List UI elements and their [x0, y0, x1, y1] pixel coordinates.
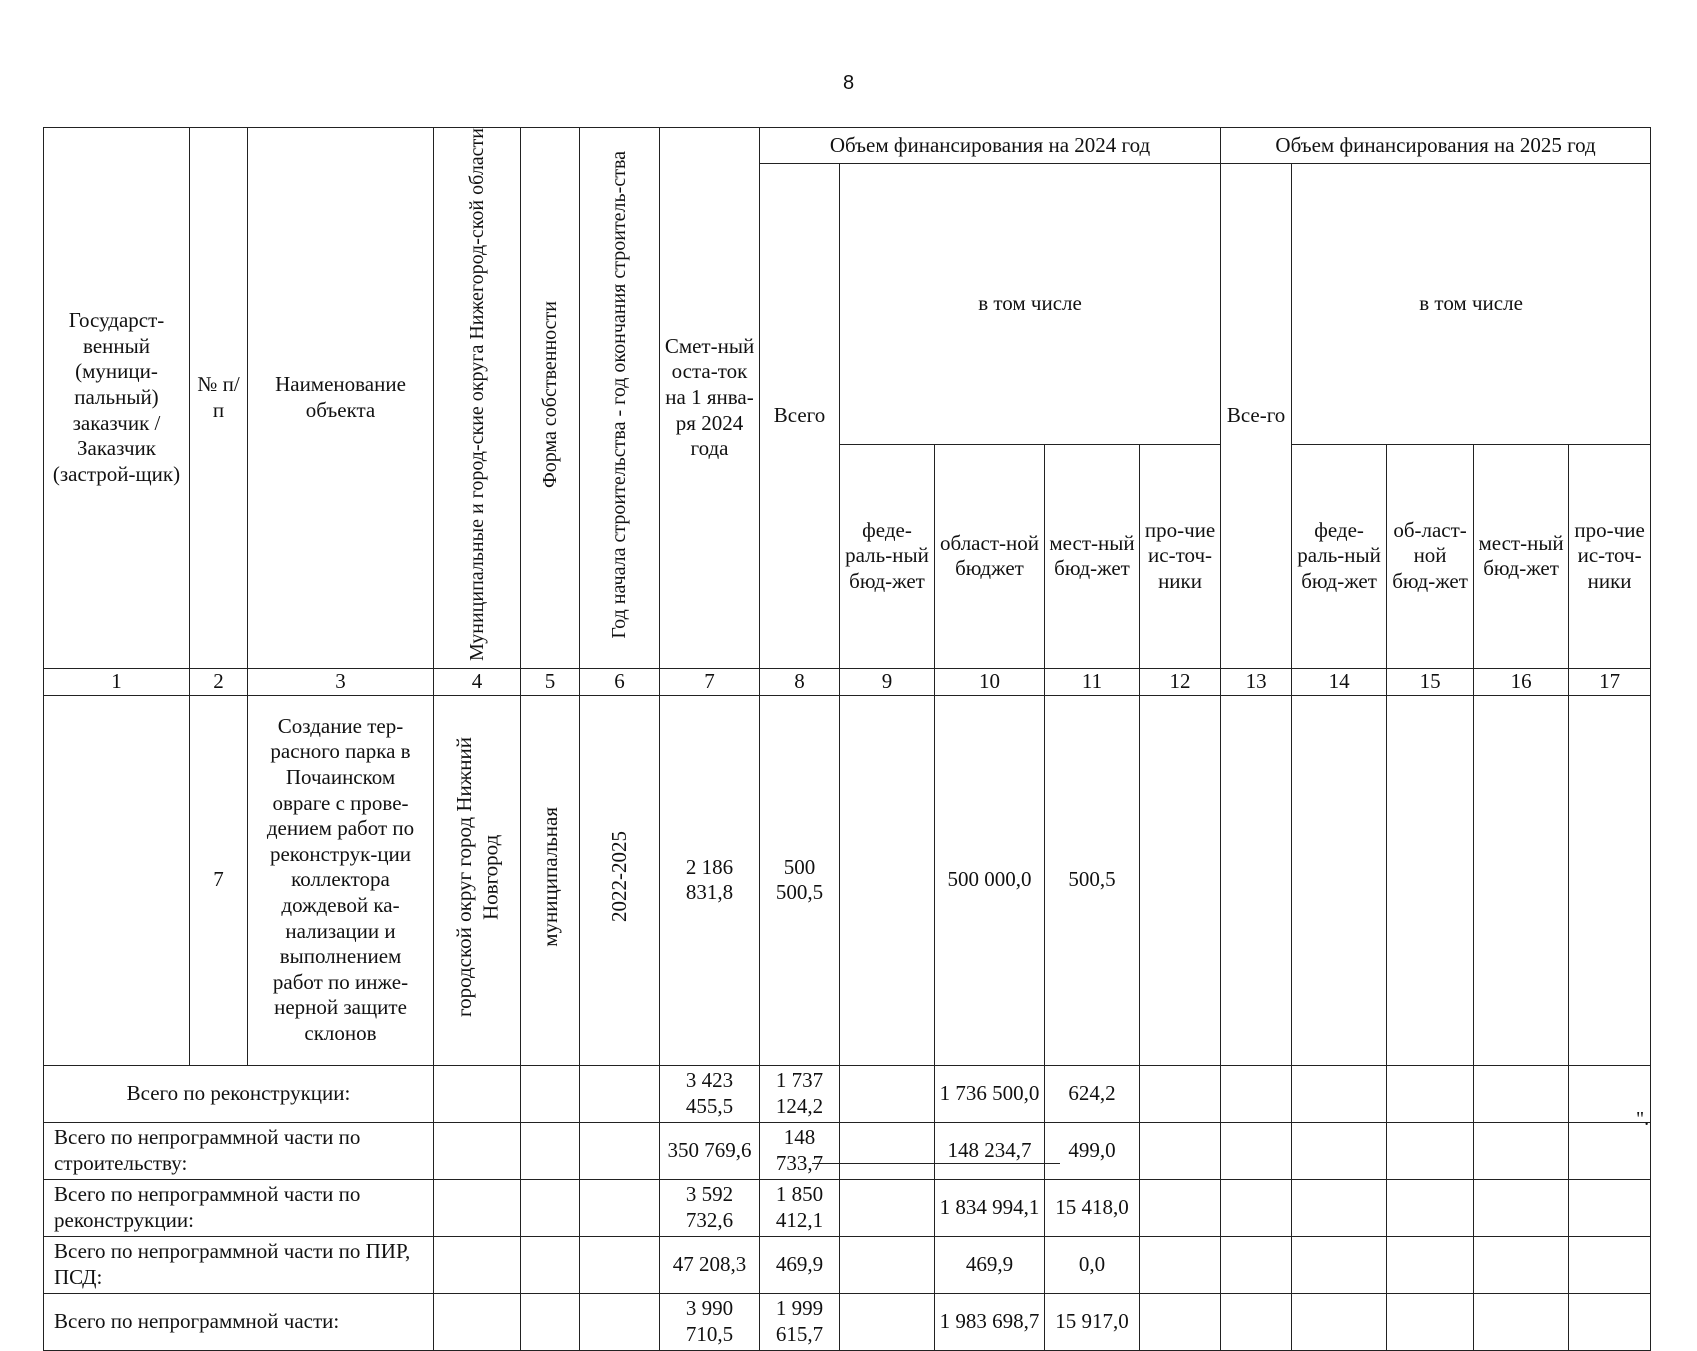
summary-label: Всего по непрограммной части по реконструкции:	[44, 1179, 434, 1236]
column-number: 12	[1140, 668, 1221, 695]
item-local-2025	[1474, 695, 1569, 1065]
header-customer: Государст-венный (муници-пальный) заказчик / Заказчик (застрой-щик)	[44, 128, 190, 669]
column-number: 8	[760, 668, 840, 695]
summary-local-2024: 15 418,0	[1045, 1179, 1140, 1236]
empty-cell	[434, 1122, 521, 1179]
summary-label: Всего по непрограммной части:	[44, 1293, 434, 1350]
empty-cell	[1140, 1236, 1221, 1293]
footer-rule	[812, 1163, 1060, 1164]
item-regional-2025	[1387, 695, 1474, 1065]
empty-cell	[434, 1065, 521, 1122]
item-federal-2025	[1292, 695, 1387, 1065]
item-years: 2022-2025	[607, 831, 632, 923]
column-number: 6	[580, 668, 660, 695]
empty-cell	[1221, 1236, 1292, 1293]
item-municipality-cell	[434, 695, 521, 1065]
empty-cell	[840, 1293, 935, 1350]
header-federal-2024: феде-раль-ный бюд-жет	[840, 444, 935, 668]
summary-total-2024: 148 733,7	[760, 1122, 840, 1179]
empty-cell	[1387, 1293, 1474, 1350]
empty-cell	[1221, 1122, 1292, 1179]
empty-cell	[1292, 1179, 1387, 1236]
column-number: 13	[1221, 668, 1292, 695]
empty-cell	[1221, 1065, 1292, 1122]
empty-cell	[1569, 1293, 1651, 1350]
item-ownership: муниципальная	[537, 806, 562, 947]
summary-total-2024: 469,9	[760, 1236, 840, 1293]
empty-cell	[1221, 1293, 1292, 1350]
column-number: 14	[1292, 668, 1387, 695]
summary-regional-2024: 1 983 698,7	[935, 1293, 1045, 1350]
summary-row	[44, 1065, 1651, 1122]
summary-local-2024: 0,0	[1045, 1236, 1140, 1293]
item-name: Создание тер-расного парка в Почаинском овраге с прове-дением работ по реконструк-ции коллектора дождевой ка-нализации и выполнением работ по инже-нерной защите склонов	[248, 695, 434, 1065]
empty-cell	[840, 1065, 935, 1122]
summary-remainder: 47 208,3	[660, 1236, 760, 1293]
summary-remainder: 350 769,6	[660, 1122, 760, 1179]
item-regional-2024: 500 000,0	[935, 695, 1045, 1065]
closing-quote: ".	[1636, 1108, 1650, 1130]
header-years-cell	[580, 128, 660, 669]
header-regional-2025: об-ласт-ной бюд-жет	[1387, 444, 1474, 668]
empty-cell	[1474, 1122, 1569, 1179]
empty-cell	[1140, 1065, 1221, 1122]
summary-local-2024: 15 917,0	[1045, 1293, 1140, 1350]
summary-remainder: 3 990 710,5	[660, 1293, 760, 1350]
empty-cell	[580, 1065, 660, 1122]
empty-cell	[1292, 1236, 1387, 1293]
page-number: 8	[842, 72, 855, 94]
empty-cell	[580, 1122, 660, 1179]
column-number: 9	[840, 668, 935, 695]
empty-cell	[1569, 1236, 1651, 1293]
header-number: № п/п	[190, 128, 248, 669]
summary-row	[44, 1293, 1651, 1350]
item-total-2025	[1221, 695, 1292, 1065]
column-number: 16	[1474, 668, 1569, 695]
empty-cell	[580, 1293, 660, 1350]
empty-cell	[1387, 1236, 1474, 1293]
summary-label: Всего по реконструкции:	[44, 1065, 434, 1122]
empty-cell	[1140, 1179, 1221, 1236]
empty-cell	[1569, 1179, 1651, 1236]
column-number: 7	[660, 668, 760, 695]
empty-cell	[1387, 1065, 1474, 1122]
item-other-2025	[1569, 695, 1651, 1065]
column-number: 15	[1387, 668, 1474, 695]
column-number: 1	[44, 668, 190, 695]
item-ownership-cell	[521, 695, 580, 1065]
header-remainder: Смет-ный оста-ток на 1 янва-ря 2024 года	[660, 128, 760, 669]
header-ownership-cell	[521, 128, 580, 669]
object-row	[44, 695, 1651, 1065]
summary-regional-2024: 1 736 500,0	[935, 1065, 1045, 1122]
header-total-2025: Все-го	[1221, 164, 1292, 669]
empty-cell	[580, 1236, 660, 1293]
empty-cell	[840, 1122, 935, 1179]
header-including-2025: в том числе	[1292, 164, 1651, 445]
header-local-2025: мест-ный бюд-жет	[1474, 444, 1569, 668]
summary-regional-2024: 148 234,7	[935, 1122, 1045, 1179]
summary-regional-2024: 1 834 994,1	[935, 1179, 1045, 1236]
summary-remainder: 3 423 455,5	[660, 1065, 760, 1122]
header-years: Год начала строительства - год окончания строитель-ства	[608, 150, 630, 639]
summary-row	[44, 1122, 1651, 1179]
summary-local-2024: 499,0	[1045, 1122, 1140, 1179]
empty-cell	[1221, 1179, 1292, 1236]
empty-cell	[1292, 1293, 1387, 1350]
summary-row	[44, 1236, 1651, 1293]
empty-cell	[434, 1179, 521, 1236]
header-financing-2024: Объем финансирования на 2024 год	[760, 128, 1221, 164]
item-total-2024: 500 500,5	[760, 695, 840, 1065]
summary-total-2024: 1 737 124,2	[760, 1065, 840, 1122]
header-federal-2025: феде-раль-ный бюд-жет	[1292, 444, 1387, 668]
empty-cell	[521, 1179, 580, 1236]
item-other-2024	[1140, 695, 1221, 1065]
empty-cell	[1140, 1122, 1221, 1179]
empty-cell	[1474, 1065, 1569, 1122]
header-municipality-cell	[434, 128, 521, 669]
item-number: 7	[190, 695, 248, 1065]
header-including-2024: в том числе	[840, 164, 1221, 445]
empty-cell	[521, 1065, 580, 1122]
financing-table	[43, 127, 1651, 1351]
summary-regional-2024: 469,9	[935, 1236, 1045, 1293]
summary-total-2024: 1 850 412,1	[760, 1179, 840, 1236]
column-number: 17	[1569, 668, 1651, 695]
empty-cell	[1474, 1179, 1569, 1236]
empty-cell	[521, 1122, 580, 1179]
summary-row	[44, 1179, 1651, 1236]
summary-total-2024: 1 999 615,7	[760, 1293, 840, 1350]
empty-cell	[434, 1293, 521, 1350]
header-ownership: Форма собственности	[538, 301, 561, 489]
empty-cell	[1292, 1065, 1387, 1122]
column-number: 4	[434, 668, 521, 695]
column-number: 10	[935, 668, 1045, 695]
column-number: 2	[190, 668, 248, 695]
summary-label: Всего по непрограммной части по ПИР, ПСД:	[44, 1236, 434, 1293]
empty-cell	[840, 1236, 935, 1293]
cell-customer	[44, 695, 190, 1065]
header-regional-2024: област-ной бюджет	[935, 444, 1045, 668]
empty-cell	[434, 1236, 521, 1293]
item-municipality: городской округ город Нижний Новгород	[451, 736, 502, 1017]
header-municipality: Муниципальные и город-ские округа Нижегород-ской области	[465, 128, 488, 662]
empty-cell	[521, 1293, 580, 1350]
empty-cell	[1387, 1122, 1474, 1179]
empty-cell	[840, 1179, 935, 1236]
header-financing-2025: Объем финансирования на 2025 год	[1221, 128, 1651, 164]
item-federal-2024	[840, 695, 935, 1065]
summary-remainder: 3 592 732,6	[660, 1179, 760, 1236]
empty-cell	[1474, 1236, 1569, 1293]
header-other-2024: про-чие ис-точ-ники	[1140, 444, 1221, 668]
item-local-2024: 500,5	[1045, 695, 1140, 1065]
column-number: 3	[248, 668, 434, 695]
header-object-name: Наименование объекта	[248, 128, 434, 669]
empty-cell	[1140, 1293, 1221, 1350]
column-number: 5	[521, 668, 580, 695]
header-local-2024: мест-ный бюд-жет	[1045, 444, 1140, 668]
empty-cell	[580, 1179, 660, 1236]
header-other-2025: про-чие ис-точ-ники	[1569, 444, 1651, 668]
item-years-cell	[580, 695, 660, 1065]
empty-cell	[1292, 1122, 1387, 1179]
column-number: 11	[1045, 668, 1140, 695]
empty-cell	[1387, 1179, 1474, 1236]
empty-cell	[1474, 1293, 1569, 1350]
summary-label: Всего по непрограммной части по строительству:	[44, 1122, 434, 1179]
column-number-row	[44, 668, 1651, 695]
item-remainder: 2 186 831,8	[660, 695, 760, 1065]
header-total-2024: Всего	[760, 164, 840, 669]
summary-local-2024: 624,2	[1045, 1065, 1140, 1122]
empty-cell	[521, 1236, 580, 1293]
